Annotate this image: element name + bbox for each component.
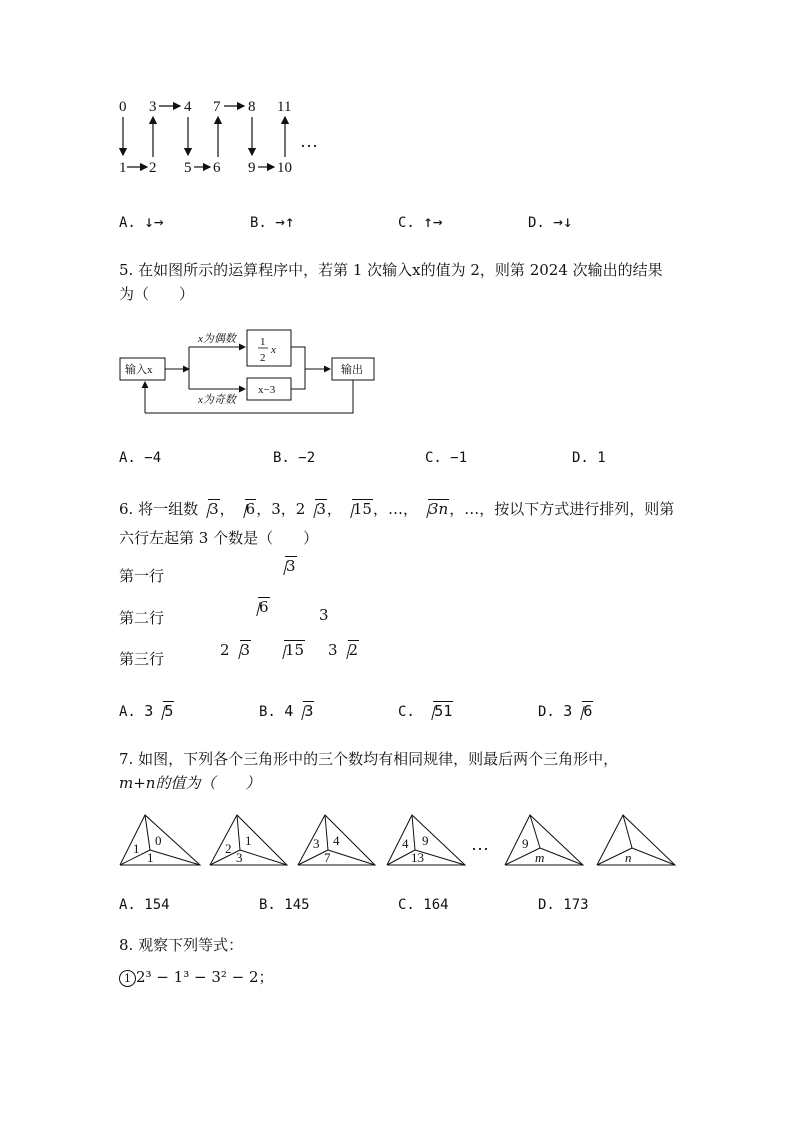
option-d[interactable]: D. 173 [538,897,589,913]
number-arrow-diagram [110,95,340,185]
flow-half-denominator: 2 [260,352,266,364]
diagram-ellipsis: … [300,131,318,151]
diagram-number: 3 [149,99,157,115]
triangle-bottom: 7 [324,850,331,865]
triangle-left: 1 [133,841,140,856]
flow-odd-label: x为奇数 [198,394,236,406]
diagram-number: 9 [248,160,256,176]
flow-half-numerator: 1 [260,336,266,348]
diagram-number: 2 [149,160,157,176]
row2-value: 6 [248,598,270,616]
row3-value: 3 2 [328,641,359,659]
diagram-number: 0 [119,99,127,115]
option-c[interactable]: C. ↑→ [398,212,443,231]
option-b[interactable]: B. −2 [273,450,316,466]
row-label: 第三行 [119,650,165,668]
question-7-text: 7. 如图，下列各个三角形中的三个数均有相同规律，则最后两个三角形中， [119,750,619,768]
row3-value: 15 [274,641,305,659]
option-c[interactable]: C. 51 [398,702,453,720]
flow-even-label: x为偶数 [198,333,236,345]
option-a[interactable]: A. −4 [119,450,162,466]
diagram-number: 4 [184,99,192,115]
option-c[interactable]: C. 164 [398,897,449,913]
triangle-bottom: n [625,850,632,865]
triangle-left: 9 [522,836,529,851]
triangle-bottom: m [535,850,545,865]
flow-minus-label: x−3 [258,384,276,396]
row-label: 第二行 [119,609,165,627]
triangle-ellipsis: … [471,834,489,854]
row1-value: 3 [275,557,297,575]
flowchart [115,325,380,420]
triangle-sequence [115,810,680,870]
option-d[interactable]: D. 3 6 [538,702,593,720]
flow-output-label: 输出 [341,364,363,376]
triangle-right: 0 [155,833,162,848]
option-a[interactable]: A. 3 5 [119,702,174,720]
option-d[interactable]: D. →↓ [528,212,573,231]
circled-number: 1 [119,970,136,987]
row-label: 第一行 [119,567,165,585]
option-b[interactable]: B. 4 3 [259,702,314,720]
question-8-text: 8. 观察下列等式： [119,936,244,954]
option-b[interactable]: B. →↑ [250,212,295,231]
option-a[interactable]: A. ↓→ [119,212,164,231]
option-d[interactable]: D. 1 [572,450,606,466]
question-7-text-cont: m+n的值为（ ） [119,774,261,792]
diagram-number: 11 [277,99,292,115]
equation-1: 1 2³ − 1³ − 3² − 2； [119,966,274,987]
diagram-number: 6 [213,160,221,176]
triangle-left: 3 [313,836,320,851]
flow-input-label: 输入x [125,364,153,376]
row2-value: 3 [319,606,329,624]
option-b[interactable]: B. 145 [259,897,310,913]
option-c[interactable]: C. −1 [425,450,468,466]
question-5-text: 5. 在如图所示的运算程序中，若第 1 次输入x的值为 2，则第 2024 次输出的结果 [119,261,663,279]
triangle-right: 9 [422,833,429,848]
diagram-number: 7 [213,99,221,115]
question-6-text: 6. 将一组数 3， 6，3，2 3， 15，…， 3n，…，按以下方式进行排列，则第 [119,500,675,518]
triangle-bottom: 13 [411,850,424,865]
triangle-bottom: 1 [147,850,154,865]
diagram-number: 1 [119,160,127,176]
flow-half-var: x [271,344,276,356]
triangle-bottom: 3 [236,850,243,865]
triangle-right: 1 [245,833,252,848]
diagram-number: 10 [277,160,292,176]
triangle-left: 4 [402,836,409,851]
triangle-right: 4 [333,833,340,848]
row3-value: 2 3 [220,641,251,659]
half-box [247,330,291,366]
question-5-text-cont: 为（ ） [119,285,195,303]
diagram-number: 5 [184,160,192,176]
diagram-number: 8 [248,99,256,115]
question-6-text-cont: 六行左起第 3 个数是（ ） [119,529,319,547]
option-a[interactable]: A. 154 [119,897,170,913]
triangle-left: 2 [225,841,232,856]
